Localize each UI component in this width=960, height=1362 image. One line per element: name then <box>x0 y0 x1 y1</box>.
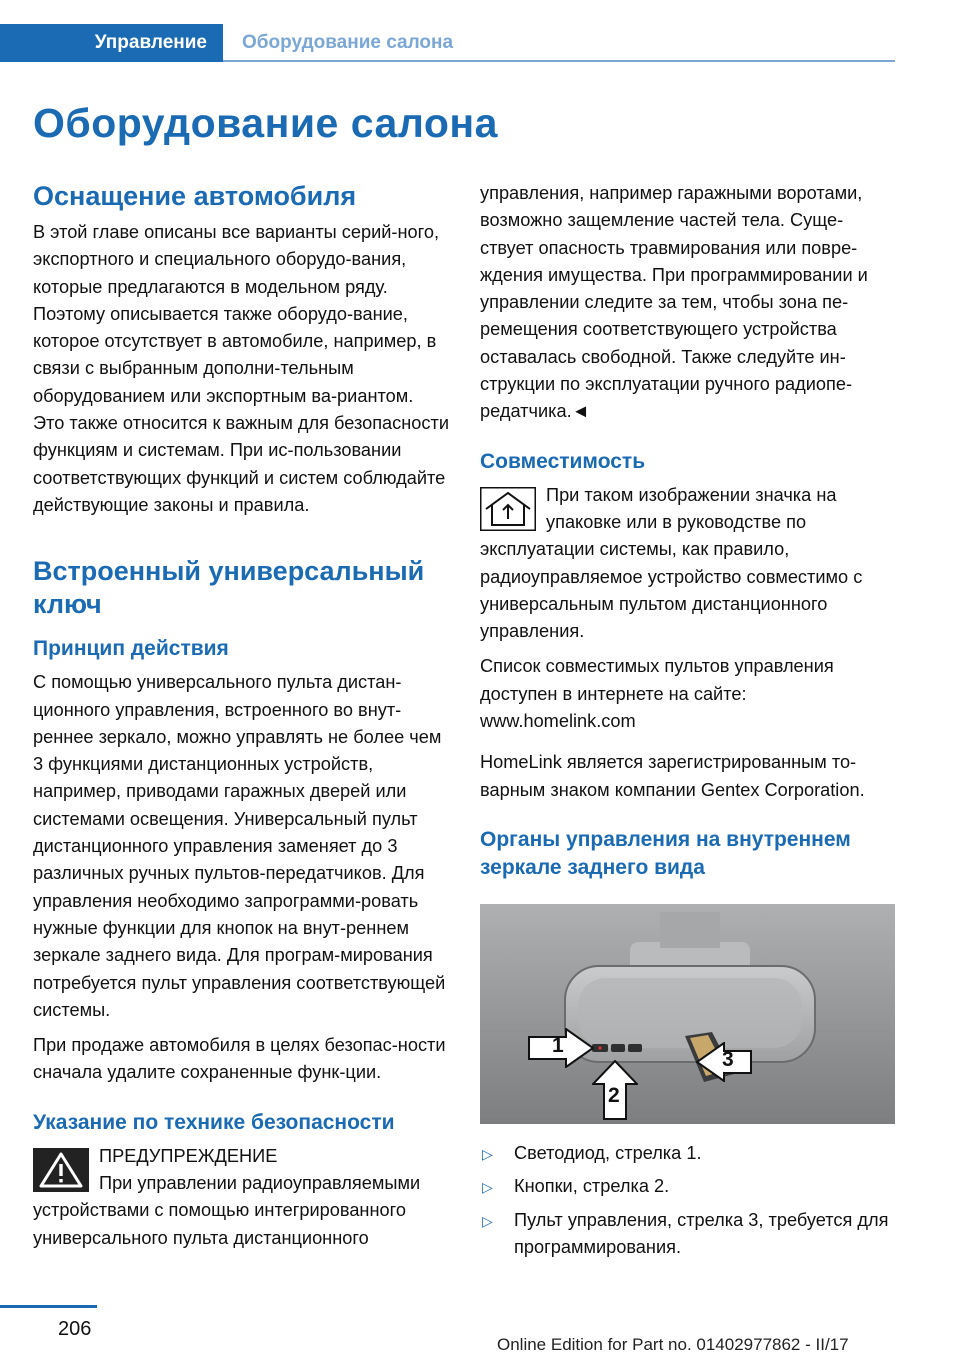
section-tab[interactable]: Управление <box>0 24 223 62</box>
paragraph-equipment: В этой главе описаны все варианты серий-ного, экспортного и специального оборудо-вания, которые предлагаются в модельном ряду. Поэтому описывается также оборудо-вание, которое отсутствует в автомобиле, например, в связи с выбранным дополни-тельным оборудованием или экспортным ва-риантом. Это также относится к важным для безопасности функциям и системам. При ис-пользовании соответствующих функций и систем соблюдайте действующие законы и правила. <box>33 222 450 515</box>
arrow-3-icon <box>696 1042 752 1082</box>
arrow-2-label: 2 <box>608 1083 620 1107</box>
paragraph-compatible-list: Список совместимых пультов управления доступен в интернете на сайте: <box>480 656 834 704</box>
list-item: ▷ Кнопки, стрелка 2. <box>480 1173 896 1200</box>
left-column <box>33 180 449 1252</box>
heading-universal-key: Встроенный универсальный ключ <box>33 556 425 620</box>
list-item: ▷ Пульт управления, стрелка 3, требуется для программирования. <box>482 1209 889 1257</box>
homelink-url-link[interactable]: www.homelink.com <box>480 711 636 732</box>
heading-safety: Указание по технике безопасности <box>33 1110 395 1134</box>
mirror-illustration <box>480 904 895 1124</box>
arrow-3-label: 3 <box>722 1047 734 1071</box>
paragraph-trademark: HomeLink является зарегистрированным то-варным знаком компании Gentex Corporation. <box>480 752 865 800</box>
bullet-triangle-icon: ▷ <box>482 1145 493 1162</box>
heading-compatibility: Совместимость <box>480 449 646 473</box>
page-header <box>0 24 895 62</box>
warning-title: ПРЕДУПРЕЖДЕНИЕ <box>99 1145 278 1166</box>
footer-divider <box>0 1305 97 1308</box>
warning-block <box>33 1143 449 1252</box>
right-column <box>480 180 896 1267</box>
heading-mirror-controls: Органы управления на внутреннем зеркале заднего вида <box>480 827 851 879</box>
bullet-triangle-icon: ▷ <box>482 1212 493 1229</box>
arrow-1-label: 1 <box>552 1033 564 1057</box>
page-number: 206 <box>58 1318 92 1340</box>
photo-legend-list <box>480 1140 896 1261</box>
arrow-1-icon <box>528 1028 594 1068</box>
heading-principle: Принцип действия <box>33 637 229 661</box>
warning-text: При управлении радиоуправляемыми устройствами с помощью интегрированного универсального пульта дистанционного <box>33 1173 421 1248</box>
bullet-triangle-icon: ▷ <box>482 1179 493 1196</box>
homelink-house-icon <box>480 487 536 531</box>
paragraph-compatibility: При таком изображении значка на упаковке или в руководстве по эксплуатации системы, как правило, радиоуправляемое устройство совместимо с универсальным пультом дистанционного управления. <box>480 484 863 642</box>
heading-equipment: Оснащение автомобиля <box>33 181 357 211</box>
edition-note: Online Edition for Part no. 01402977862 - II/17 <box>497 1335 849 1354</box>
chapter-title: Оборудование салона <box>33 100 498 146</box>
paragraph-principle: С помощью универсального пульта дистан-ционного управления, встроенного во внут-реннее зеркало, можно управлять не более чем 3 функциями дистанционных устройств, например, приводами гаражных дверей или системами освещения. Универсальный пульт дистанционного управления заменяет до 3 различных ручных пультов-передатчиков. Для управления необходимо запрограмми-ровать нужные функции для кнопок на внут-реннем зеркале заднего вида. Для програм-мирования потребуется пульт управления соответствующей системы. <box>33 672 446 1020</box>
arrow-2-icon <box>592 1060 638 1120</box>
compatibility-block <box>480 482 896 646</box>
paragraph-sale: При продаже автомобиля в целях безопас-ности сначала удалите сохраненные функ-ции. <box>33 1035 446 1083</box>
list-item: ▷ Светодиод, стрелка 1. <box>480 1140 896 1167</box>
paragraph-warning-continued: управления, например гаражными воротами, возможно защемление частей тела. Суще-ствует опасность травмирования или повре-ждения имущества. При программировании и управлении следите за тем, чтобы зона пе-ремещения соответствующего устройства оставалась свободной. Также следуйте ин-струкции по эксплуатации ручного радиопе-редатчика.◄ <box>480 183 868 422</box>
current-section-label: Оборудование салона <box>242 32 454 53</box>
mirror-controls-photo <box>480 904 895 1124</box>
header-divider <box>223 60 895 62</box>
warning-triangle-icon <box>33 1148 89 1192</box>
